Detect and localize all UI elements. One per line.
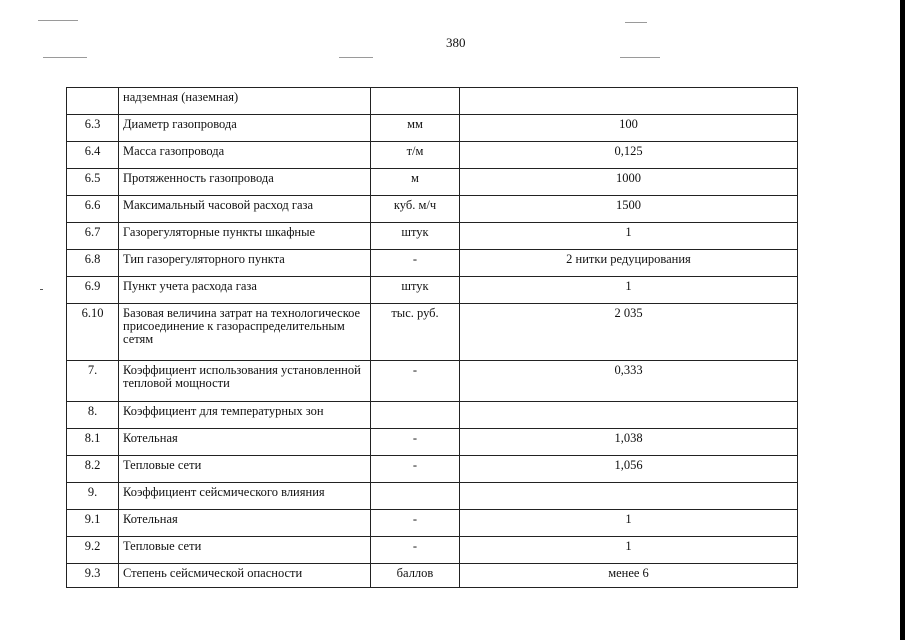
parameter-name-cell: Тепловые сети <box>119 456 371 483</box>
table-row <box>67 510 798 537</box>
parameter-name-cell: Диаметр газопровода <box>119 115 371 142</box>
value-cell: 0,125 <box>460 142 798 169</box>
scan-artifact <box>40 289 43 290</box>
row-number-cell: 7. <box>67 361 119 402</box>
parameter-name-cell: Максимальный часовой расход газа <box>119 196 371 223</box>
unit-cell: тыс. руб. <box>371 304 460 361</box>
table-row <box>67 564 798 588</box>
unit-cell: штук <box>371 223 460 250</box>
table-row <box>67 250 798 277</box>
value-cell: 1 <box>460 510 798 537</box>
unit-cell: т/м <box>371 142 460 169</box>
table-row <box>67 277 798 304</box>
unit-cell <box>371 483 460 510</box>
row-number-cell: 6.6 <box>67 196 119 223</box>
value-cell: 100 <box>460 115 798 142</box>
table-row <box>67 361 798 402</box>
row-number-cell: 6.10 <box>67 304 119 361</box>
parameter-name-cell: Коэффициент сейсмического влияния <box>119 483 371 510</box>
scan-edge <box>900 0 905 640</box>
row-number-cell: 6.4 <box>67 142 119 169</box>
value-cell: 1 <box>460 537 798 564</box>
parameter-name-cell: Протяженность газопровода <box>119 169 371 196</box>
unit-cell: куб. м/ч <box>371 196 460 223</box>
unit-cell <box>371 402 460 429</box>
parameters-table <box>66 87 798 588</box>
row-number-cell: 6.7 <box>67 223 119 250</box>
unit-cell: - <box>371 250 460 277</box>
value-cell: 2 035 <box>460 304 798 361</box>
scan-artifact <box>620 57 660 58</box>
table-row <box>67 115 798 142</box>
value-cell: 1 <box>460 223 798 250</box>
table-row <box>67 483 798 510</box>
row-number-cell: 8. <box>67 402 119 429</box>
parameter-name-cell: Котельная <box>119 429 371 456</box>
row-number-cell: 8.2 <box>67 456 119 483</box>
table-row <box>67 402 798 429</box>
unit-cell: мм <box>371 115 460 142</box>
row-number-cell <box>67 88 119 115</box>
table-row <box>67 142 798 169</box>
value-cell <box>460 483 798 510</box>
parameter-name-cell: надземная (наземная) <box>119 88 371 115</box>
unit-cell: - <box>371 429 460 456</box>
parameter-name-cell: Тепловые сети <box>119 537 371 564</box>
parameter-name-cell: Пункт учета расхода газа <box>119 277 371 304</box>
table-row <box>67 88 798 115</box>
parameter-name-cell: Масса газопровода <box>119 142 371 169</box>
parameter-name-cell: Котельная <box>119 510 371 537</box>
value-cell: 2 нитки редуцирования <box>460 250 798 277</box>
scan-artifact <box>43 57 87 58</box>
unit-cell <box>371 88 460 115</box>
unit-cell: м <box>371 169 460 196</box>
parameter-name-cell: Коэффициент использования установленной тепловой мощности <box>119 361 371 402</box>
table-row <box>67 537 798 564</box>
row-number-cell: 9.2 <box>67 537 119 564</box>
parameter-name-cell: Коэффициент для температурных зон <box>119 402 371 429</box>
unit-cell: баллов <box>371 564 460 588</box>
scan-artifact <box>339 57 373 58</box>
value-cell: 1 <box>460 277 798 304</box>
parameter-name-cell: Базовая величина затрат на технологическое присоединение к газораспределительным сетям <box>119 304 371 361</box>
row-number-cell: 9.1 <box>67 510 119 537</box>
value-cell <box>460 402 798 429</box>
value-cell: 1000 <box>460 169 798 196</box>
unit-cell: - <box>371 456 460 483</box>
table-row <box>67 169 798 196</box>
row-number-cell: 6.8 <box>67 250 119 277</box>
scan-artifact <box>625 22 647 23</box>
value-cell: менее 6 <box>460 564 798 588</box>
row-number-cell: 8.1 <box>67 429 119 456</box>
unit-cell: штук <box>371 277 460 304</box>
value-cell: 1,038 <box>460 429 798 456</box>
parameter-name-cell: Тип газорегуляторного пункта <box>119 250 371 277</box>
row-number-cell: 6.9 <box>67 277 119 304</box>
value-cell <box>460 88 798 115</box>
unit-cell: - <box>371 361 460 402</box>
row-number-cell: 6.5 <box>67 169 119 196</box>
table-row <box>67 304 798 361</box>
value-cell: 0,333 <box>460 361 798 402</box>
table-row <box>67 429 798 456</box>
row-number-cell: 9. <box>67 483 119 510</box>
value-cell: 1,056 <box>460 456 798 483</box>
unit-cell: - <box>371 537 460 564</box>
scan-artifact <box>38 20 78 21</box>
parameter-name-cell: Газорегуляторные пункты шкафные <box>119 223 371 250</box>
parameter-name-cell: Степень сейсмической опасности <box>119 564 371 588</box>
unit-cell: - <box>371 510 460 537</box>
value-cell: 1500 <box>460 196 798 223</box>
table-row <box>67 223 798 250</box>
row-number-cell: 9.3 <box>67 564 119 588</box>
page-number: 380 <box>446 35 466 50</box>
table-row <box>67 456 798 483</box>
table-row <box>67 196 798 223</box>
row-number-cell: 6.3 <box>67 115 119 142</box>
